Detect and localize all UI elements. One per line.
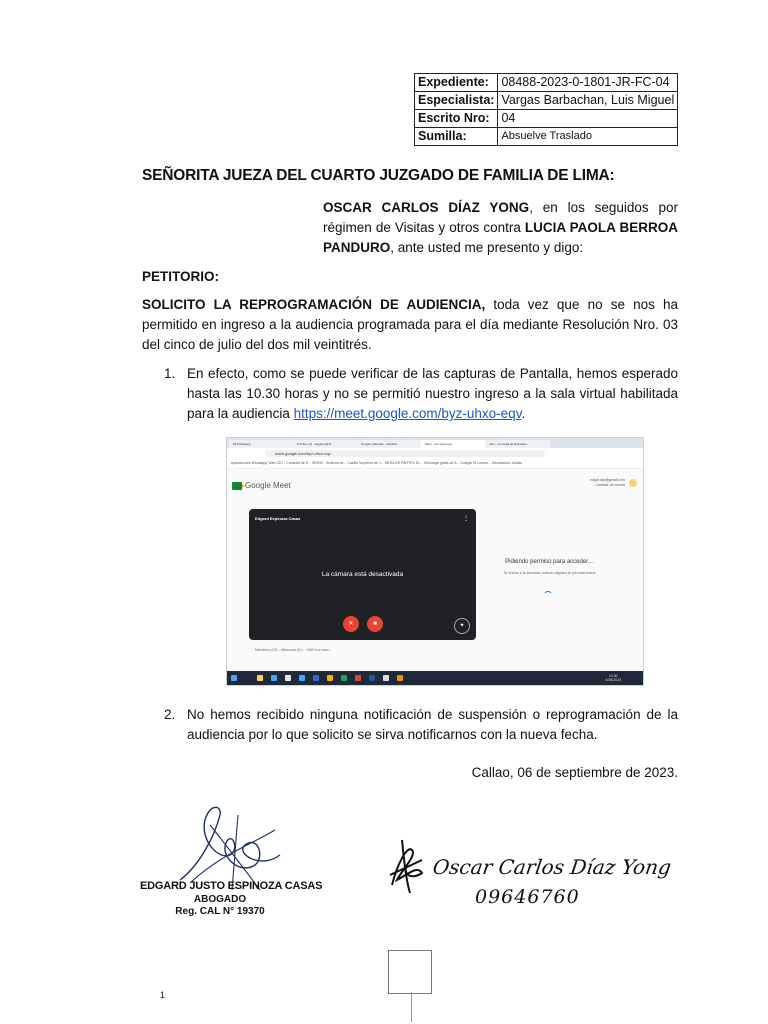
avatar xyxy=(629,479,637,487)
camera-off-icon: ■ xyxy=(367,616,383,632)
escrito-value: 04 xyxy=(498,110,678,128)
lawyer-role: ABOGADO xyxy=(193,894,247,905)
taskbar-app-icon xyxy=(285,675,291,681)
device-selectors: Micrófono (US... Altavoces (Ex... USB Live cam... xyxy=(255,648,332,652)
participant-name: Edgard Espinoza Casas xyxy=(255,516,301,521)
asking-permission-subtitle: Te unirás a la llamada cuando alguien te permita entrar xyxy=(503,571,596,575)
browser-tab: M Inbox (3) - edgaroe@cl... xyxy=(293,440,359,448)
meet-title: Google Meet xyxy=(245,481,291,490)
taskbar-app-icon xyxy=(341,675,347,681)
stamp-box xyxy=(388,950,432,994)
taskbar-clock xyxy=(605,674,621,682)
expediente-value: 08488-2023-0-1801-JR-FC-04 xyxy=(498,74,678,92)
lawyer-name: EDGARD JUSTO ESPINOZA CASAS xyxy=(140,880,323,892)
intro-paragraph xyxy=(323,198,678,258)
meet-screenshot xyxy=(226,437,644,686)
intro-text-1: , en los seguidos por régimen de Visitas y otros contra xyxy=(323,200,678,235)
account-email: edgar.dpx@gmail.com xyxy=(590,478,625,482)
especialista-value: Vargas Barbachan, Luis Miguel xyxy=(498,92,678,110)
taskbar-app-icon xyxy=(271,675,277,681)
table-row xyxy=(415,110,678,128)
client-name-handwritten: Oscar Carlos Díaz Yong xyxy=(431,855,673,879)
page-number: 1 xyxy=(160,990,166,1000)
windows-taskbar xyxy=(227,671,643,685)
item-1-number: 1. xyxy=(164,366,176,381)
clock-date: 4/08/2023 xyxy=(605,678,621,682)
item-1-body: En efecto, como se puede verificar de las capturas de Pantalla, hemos esperado hasta las 10.30 horas y no se permitió nuestro ingreso a la sala virtual habilitada para la audiencia xyxy=(187,366,678,421)
item-2-number: 2. xyxy=(164,707,176,722)
taskbar-app-icon xyxy=(383,675,389,681)
bookmarks-bar: Aplicaciones Whatsapp Web CEJ - Consulta de E... SINOE - Sistema de... Casilla Suprema de J... MESA DE PARTES EL... Descarga gratis de A... Colegio El Lucero... Declaracion Jurada xyxy=(227,459,644,469)
taskbar-app-icon xyxy=(299,675,305,681)
expediente-label: Expediente: xyxy=(415,74,498,92)
place-date: Callao, 06 de septiembre de 2023. xyxy=(471,765,678,780)
item-1-end: . xyxy=(521,406,526,421)
sumilla-value: Absuelve Traslado xyxy=(498,128,678,146)
account-info xyxy=(590,478,625,488)
sumilla-label: Sumilla: xyxy=(415,128,498,146)
client-dni-handwritten: 09646760 xyxy=(475,886,580,908)
browser-tab-active: Meet - byz-uhxo-eqv xyxy=(421,440,487,448)
taskbar-app-icon xyxy=(313,675,319,681)
petitorio-request: SOLICITO LA REPROGRAMACIÓN DE AUDIENCIA, xyxy=(142,297,486,312)
mic-off-icon: ✕ xyxy=(343,616,359,632)
clock-time: 10:30 xyxy=(608,674,618,678)
stamp-line xyxy=(411,992,412,1022)
document-heading: SEÑORITA JUEZA DEL CUARTO JUZGADO DE FAMILIA DE LIMA: xyxy=(142,167,615,184)
camera-off-message: La cámara está desactivada xyxy=(321,571,404,578)
lawyer-registration: Reg. CAL N° 19370 xyxy=(175,906,265,917)
account-switch: Cambiar de cuenta xyxy=(595,483,625,487)
taskbar-app-icon xyxy=(327,675,333,681)
plaintiff-name: OSCAR CARLOS DÍAZ YONG xyxy=(323,200,530,215)
taskbar-app-icon xyxy=(355,675,361,681)
defendant-name: LUCIA PAOLA BERROA PANDURO xyxy=(323,220,678,255)
google-meet-logo xyxy=(232,481,291,490)
meet-link[interactable]: https://meet.google.com/byz-uhxo-eqv xyxy=(293,406,522,421)
intro-text-2: , ante usted me presento y digo: xyxy=(390,240,584,255)
petitorio-paragraph xyxy=(142,295,678,355)
petitorio-text: toda vez que no se nos ha permitido en ingreso a la audiencia programada para el día mediante Resolución Nro. 03 del cinco de julio del dos mil veintitrés. xyxy=(142,297,678,352)
taskbar-app-icon xyxy=(369,675,375,681)
effects-icon: ✦ xyxy=(454,618,470,634)
escrito-label: Escrito Nro: xyxy=(415,110,498,128)
item-1-text xyxy=(187,364,678,424)
table-row xyxy=(415,92,678,110)
especialista-label: Especialista: xyxy=(415,92,498,110)
browser-tab-strip xyxy=(227,438,643,448)
petitorio-title: PETITORIO: xyxy=(142,269,220,284)
table-row xyxy=(415,74,678,92)
item-2-text: No hemos recibido ninguna notificación de suspensión o reprogramación de la audiencia por lo que solicito se sirva notificarnos con la nueva fecha. xyxy=(187,707,678,742)
case-info-table xyxy=(414,73,678,146)
browser-tab: CEJ - Consulta de Expedien... xyxy=(485,440,551,448)
client-signature xyxy=(382,835,432,895)
meet-icon xyxy=(232,482,242,490)
loading-spinner-icon xyxy=(543,591,553,601)
windows-start-icon xyxy=(231,675,237,681)
asking-permission-title: Pidiendo permiso para acceder... xyxy=(505,559,593,565)
url-field: meet.google.com/byz-uhxo-eqv xyxy=(265,450,545,457)
browser-tab: Mi Whatsapp xyxy=(229,440,295,448)
taskbar-app-icon xyxy=(257,675,263,681)
more-icon: ⋮ xyxy=(463,516,469,522)
table-row xyxy=(415,128,678,146)
video-preview xyxy=(249,509,476,640)
browser-tab: Google Calendar - Detalles xyxy=(357,440,423,448)
taskbar-app-icon xyxy=(397,675,403,681)
